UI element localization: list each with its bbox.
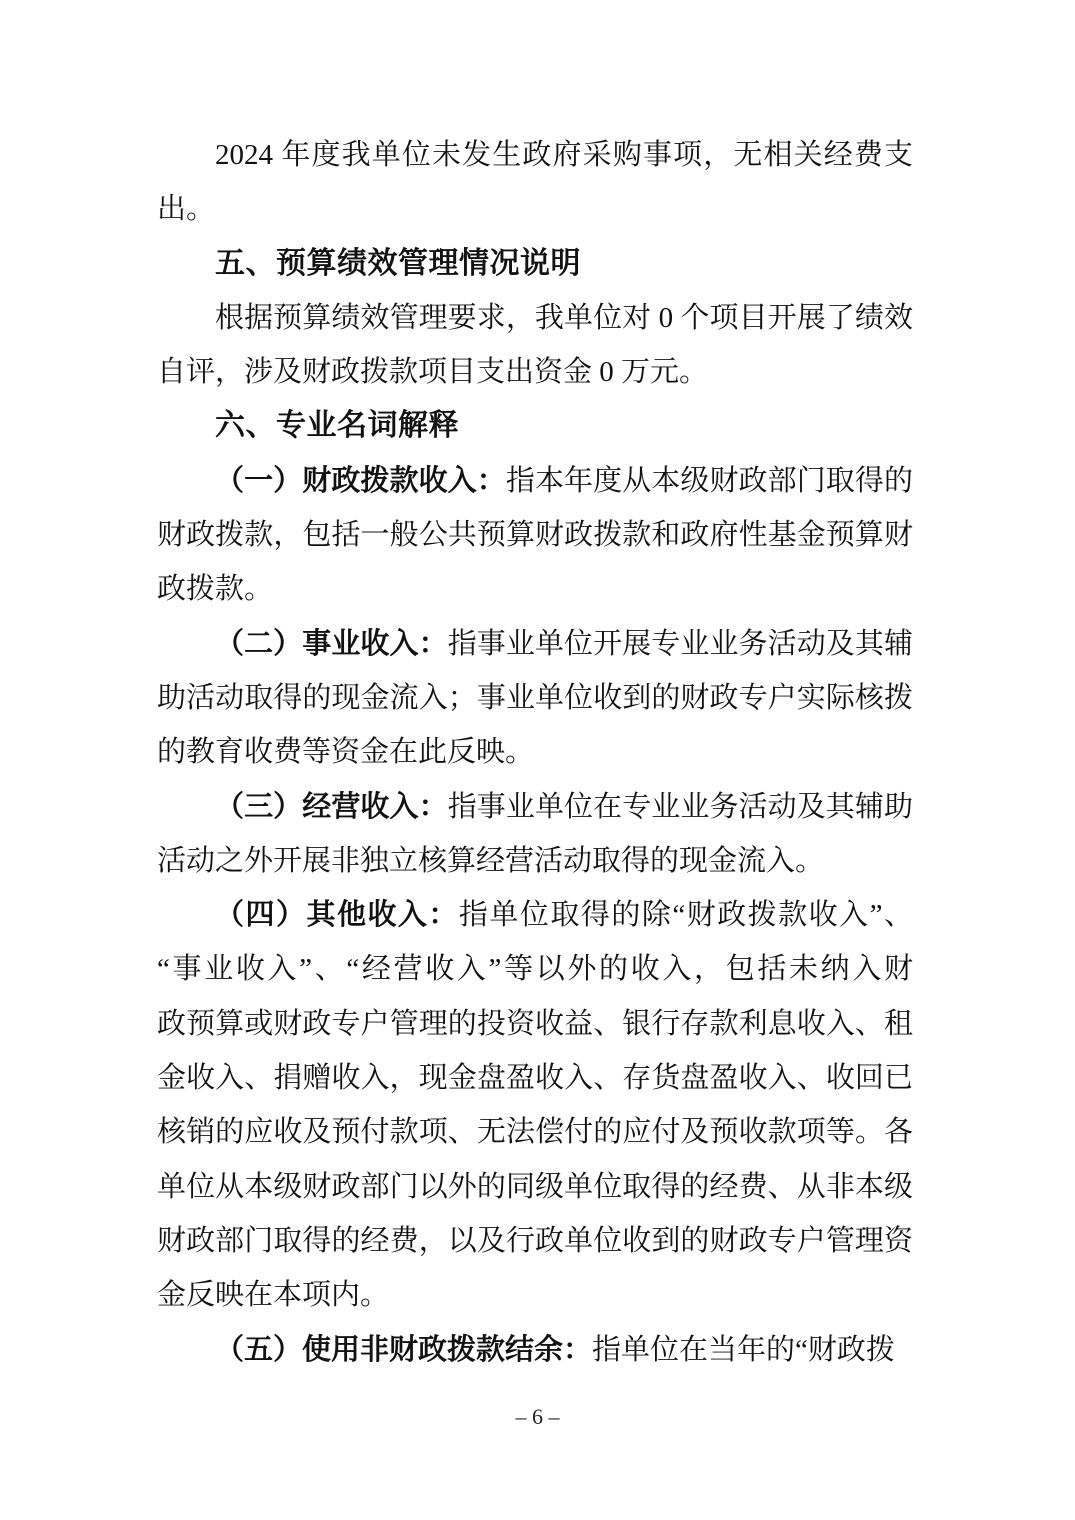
term-1-line: （一）财政拨款收入：指本年度从本级财政部门取得的	[215, 464, 913, 497]
term-4-line: 单位从本级财政部门以外的同级单位取得的经费、从非本级	[157, 1170, 913, 1203]
term-2-line: 的教育收费等资金在此反映。	[157, 736, 535, 769]
document-content	[157, 128, 913, 1377]
term-4-lead: （四）其他收入：	[215, 899, 459, 932]
page-number: – 6 –	[515, 1404, 560, 1429]
term-2-lead: （二）事业收入：	[215, 627, 448, 660]
term-3-line: 活动之外开展非独立核算经营活动取得的现金流入。	[157, 844, 825, 877]
term-1-line: 政拨款。	[157, 573, 274, 606]
term-4-line: “事业收入”、“经营收入”等以外的收入，包括未纳入财	[157, 953, 913, 986]
term-3-line: （三）经营收入：指事业单位在专业业务活动及其辅助	[215, 790, 913, 823]
section-6-heading: 六、专业名词解释	[215, 409, 459, 443]
term-5-line: （五）使用非财政拨款结余：指单位在当年的“财政拨	[215, 1333, 895, 1366]
term-4-line: （四）其他收入：指单位取得的除“财政拨款收入”、	[215, 899, 913, 932]
term-2-line: （二）事业收入：指事业单位开展专业业务活动及其辅	[215, 627, 913, 660]
term-5-lead: （五）使用非财政拨款结余：	[215, 1333, 593, 1366]
term-1-line: 财政拨款，包括一般公共预算财政拨款和政府性基金预算财	[157, 519, 913, 552]
term-3-lead: （三）经营收入：	[215, 790, 448, 823]
term-2-line: 助活动取得的现金流入；事业单位收到的财政专户实际核拨	[157, 681, 913, 714]
term-4-line: 金反映在本项内。	[157, 1279, 390, 1312]
performance-statement-line: 自评，涉及财政拨款项目支出资金 0 万元。	[157, 356, 709, 389]
procurement-statement-line: 出。	[157, 193, 216, 226]
term-4-line: 金收入、捐赠收入，现金盘盈收入、存货盘盈收入、收回已	[157, 1062, 913, 1095]
term-1-lead: （一）财政拨款收入：	[215, 464, 506, 497]
procurement-statement-line: 2024 年度我单位未发生政府采购事项，无相关经费支	[215, 139, 913, 171]
term-4-line: 政预算或财政专户管理的投资收益、银行存款利息收入、租	[157, 1007, 913, 1040]
term-4-line: 财政部门取得的经费，以及行政单位收到的财政专户管理资	[157, 1224, 913, 1257]
term-4-line: 核销的应收及预付款项、无法偿付的应付及预收款项等。各	[157, 1116, 913, 1149]
performance-statement-line: 根据预算绩效管理要求，我单位对 0 个项目开展了绩效	[215, 301, 913, 334]
section-5-heading: 五、预算绩效管理情况说明	[215, 246, 581, 280]
